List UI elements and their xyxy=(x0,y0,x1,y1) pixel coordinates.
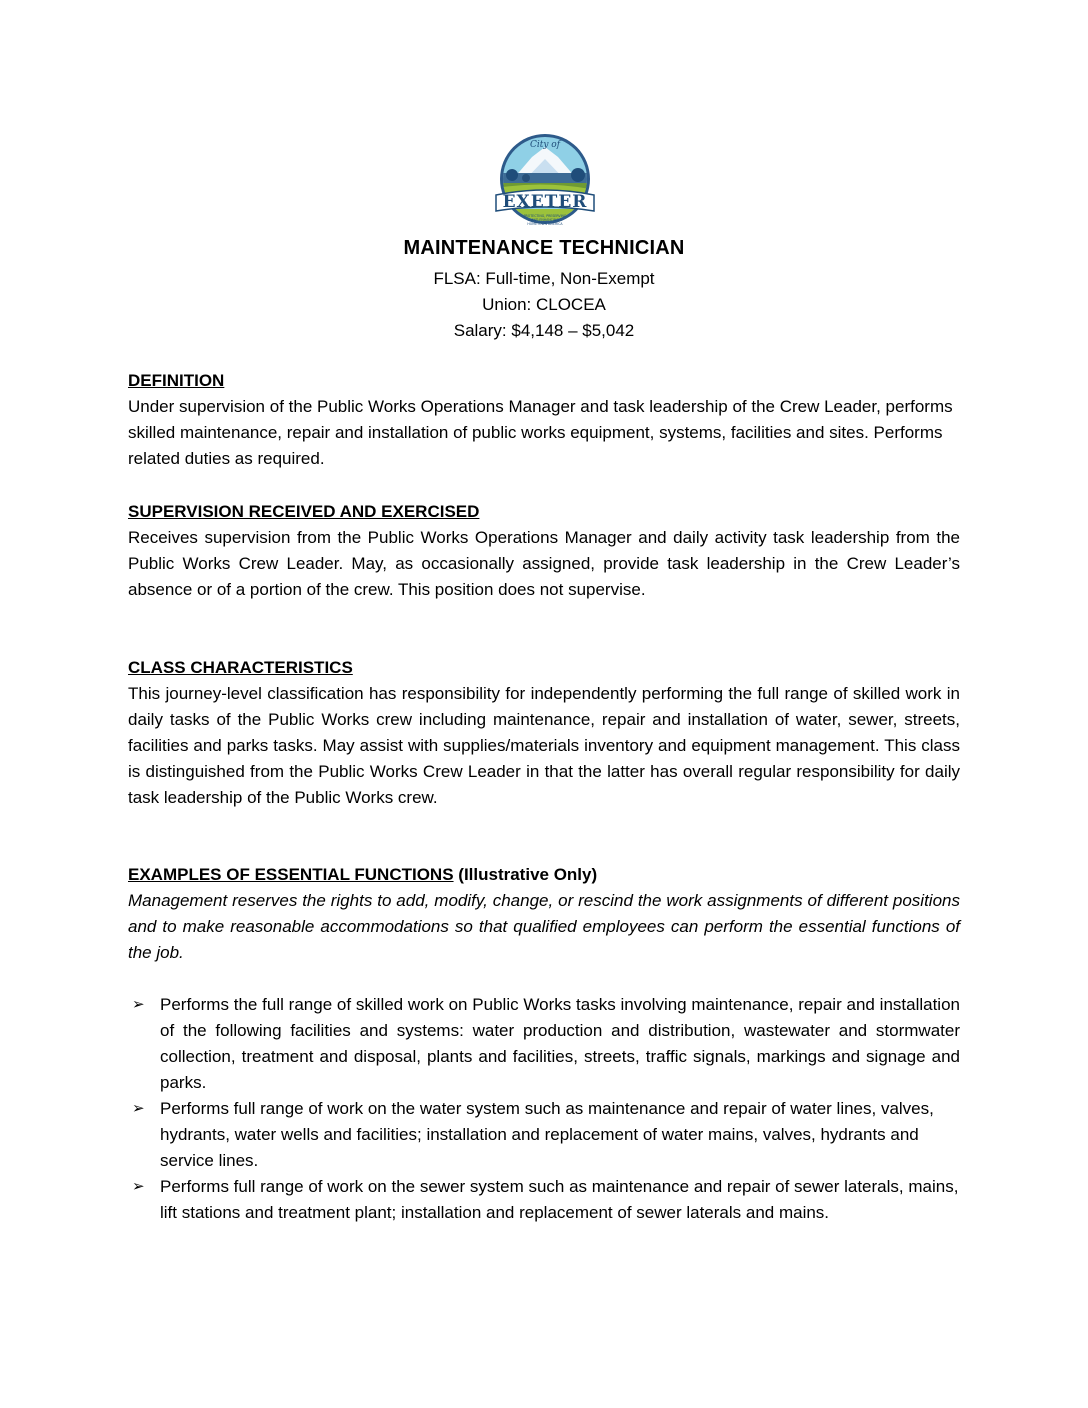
list-item xyxy=(128,992,960,1096)
logo-name: EXETER xyxy=(502,192,588,212)
section-heading: SUPERVISION RECEIVED AND EXERCISED xyxy=(128,502,480,521)
union-info: Union: CLOCEA xyxy=(482,295,606,314)
section-body: Receives supervision from the Public Works Operations Manager and daily activity task leadership from the Public Works Crew Leader. May, as occasionally assigned, provide task leadership in the Crew Leader’s absence or of a portion of the crew. This position does not supervise. xyxy=(128,528,960,599)
arrow-bullet-icon: ➢ xyxy=(132,996,145,1013)
section-heading: DEFINITION xyxy=(128,371,225,390)
section-heading: EXAMPLES OF ESSENTIAL FUNCTIONS xyxy=(128,865,454,884)
city-logo xyxy=(490,133,600,229)
svg-text:PROTECTING, PRESERVING: PROTECTING, PRESERVING xyxy=(523,214,567,218)
section-body: Under supervision of the Public Works Operations Manager and task leadership of the Crew Leader, performs skilled maintenance, repair and installation of public works equipment, systems, facilities and sites. Performs related duties as required. xyxy=(128,397,953,468)
list-item xyxy=(128,1174,960,1226)
logo-city-of: City of xyxy=(529,140,561,150)
essential-functions-list xyxy=(128,992,960,1226)
section-disclaimer: Management reserves the rights to add, modify, change, or rescind the work assignments of different positions and to make reasonable accommodations so that qualified employees can perform the essential functions of the job. xyxy=(128,891,960,962)
section-heading-suffix: (Illustrative Only) xyxy=(453,865,598,884)
section-supervision xyxy=(128,499,960,603)
exeter-seal-icon xyxy=(490,133,600,229)
section-definition xyxy=(128,368,960,472)
list-item-text: Performs the full range of skilled work on Public Works tasks involving maintenance, repair and installation of the following facilities and systems: water production and distribution, wastewater and stormwater collection, treatment and disposal, plants and facilities, streets, traffic signals, markings and signage and parks. xyxy=(160,995,960,1092)
section-essential-functions xyxy=(128,862,960,966)
section-body: This journey-level classification has responsibility for independently performing the full range of skilled work in daily tasks of the Public Works crew including maintenance, repair and installation of water, sewer, streets, facilities and parks tasks. May assist with supplies/materials inventory and equipment management. This class is distinguished from the Public Works Crew Leader in that the latter has overall regular responsibility for daily task leadership of the Public Works crew. xyxy=(128,684,960,807)
flsa-status: FLSA: Full-time, Non-Exempt xyxy=(433,269,655,288)
salary-range: Salary: $4,148 – $5,042 xyxy=(453,321,635,340)
section-heading: CLASS CHARACTERISTICS xyxy=(128,658,353,677)
section-class-characteristics xyxy=(128,655,960,811)
list-item-text: Performs full range of work on the water system such as maintenance and repair of water lines, valves, hydrants, water wells and facilities; installation and replacement of water mains, valves, hydrants and service lines. xyxy=(160,1099,934,1170)
list-item xyxy=(128,1096,960,1174)
svg-text:HOMETOWN AMERICA: HOMETOWN AMERICA xyxy=(527,222,563,226)
svg-text:AND ENHANCING: AND ENHANCING xyxy=(531,218,559,222)
arrow-bullet-icon: ➢ xyxy=(132,1100,145,1117)
job-title: MAINTENANCE TECHNICIAN xyxy=(403,237,685,259)
arrow-bullet-icon: ➢ xyxy=(132,1178,145,1195)
list-item-text: Performs full range of work on the sewer system such as maintenance and repair of sewer laterals, mains, lift stations and treatment plant; installation and replacement of sewer laterals and mains. xyxy=(160,1177,959,1222)
